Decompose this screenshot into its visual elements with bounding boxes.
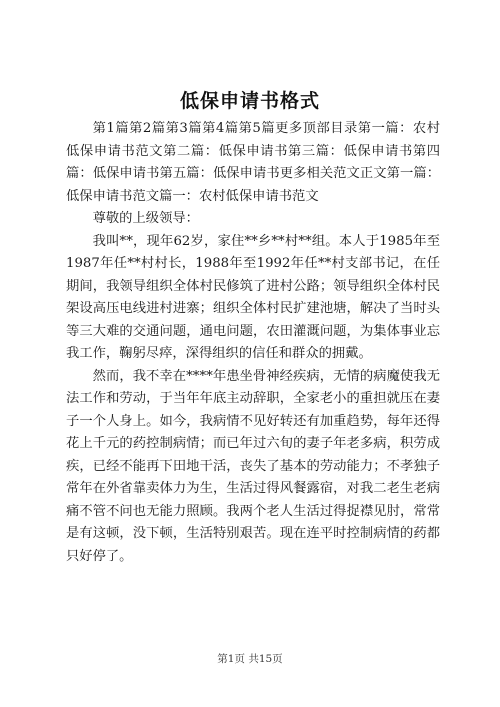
body-paragraph-1: 我叫**，现年62岁，家住**乡**村**组。本人于1985年至1987年任**村村长，1988年至1992年任**村支部书记，在任期间，我领导组织全体村民修筑了进村公路；领导组织全体村民架设高压电线进村进寨；组织全体村民扩建池塘，解决了当时头等三大难的交通问题，通电问题，农田灌溉问题，为集体事业忘我工作，鞠躬尽瘁，深得组织的信任和群众的拥戴。 [66,233,440,361]
document-title: 低保申请书格式 [179,90,320,112]
document-body [66,118,440,568]
salutation: 尊敬的上级领导： [92,211,199,226]
page-number-footer: 第1页 共15页 [217,653,283,665]
toc-paragraph: 第1篇第2篇第3篇第4篇第5篇更多顶部目录第一篇：农村低保申请书范文第二篇：低保申请书第三篇：低保申请书第四篇：低保申请书第五篇：低保申请书更多相关范文正文第一篇：低保申请书范文篇一：农村低保申请书范文 [66,121,440,204]
body-paragraph-2: 然而，我不幸在****年患坐骨神经疾病，无情的病魔使我无法工作和劳动，于当年年底主动辞职，全家老小的重担就压在妻子一个人身上。如今，我病情不见好转还有加重趋势，每年还得花上千元的药控制病情；而已年过六旬的妻子年老多病，积劳成疾，已经不能再下田地干活，丧失了基本的劳动能力；不孝独子常年在外省靠卖体力为生，生活过得风餐露宿，对我二老生老病痛不管不问也无能力照顾。我两个老人生活过得捉襟见肘，常常是有这顿，没下顿，生活特别艰苦。现在连平时控制病情的药都只好停了。 [66,368,440,564]
